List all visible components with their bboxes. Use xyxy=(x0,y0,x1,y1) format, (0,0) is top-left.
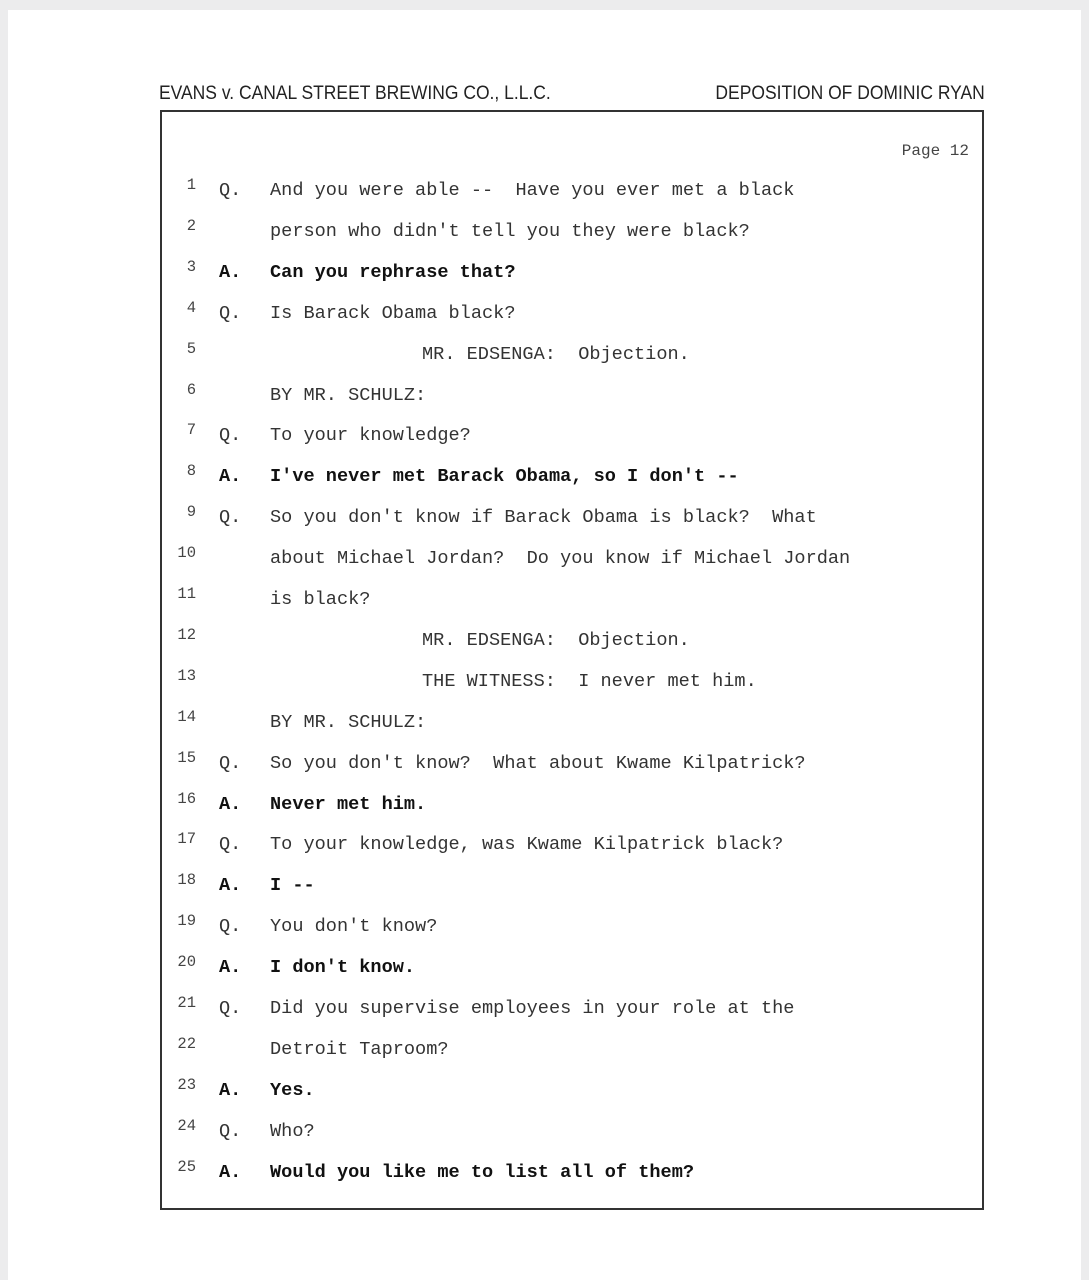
line-text: I -- xyxy=(270,875,315,897)
line-number: 6 xyxy=(186,380,196,399)
line-number: 13 xyxy=(177,666,196,685)
speaker-label: A. xyxy=(219,1161,242,1183)
speaker-label: Q. xyxy=(219,752,242,774)
line-number: 1 xyxy=(186,176,196,194)
line-text: I've never met Barack Obama, so I don't -- xyxy=(270,466,739,488)
line-number: 12 xyxy=(177,625,196,644)
transcript-line xyxy=(162,994,982,1041)
line-text: Who? xyxy=(270,1120,315,1142)
speaker-label: A. xyxy=(219,261,242,283)
deposition-title: DEPOSITION OF DOMINIC RYAN xyxy=(715,83,985,104)
line-text: MR. EDSENGA: Objection. xyxy=(422,343,690,365)
line-text: I don't know. xyxy=(270,957,416,979)
transcript-line xyxy=(162,462,982,509)
line-number: 15 xyxy=(177,748,196,767)
speaker-label: Q. xyxy=(219,1120,242,1142)
line-text: is black? xyxy=(270,589,371,610)
transcript-line xyxy=(162,421,982,468)
speaker-label: Q. xyxy=(219,180,242,201)
speaker-label: Q. xyxy=(219,302,242,324)
speaker-label: Q. xyxy=(219,916,242,938)
line-number: 8 xyxy=(186,462,196,481)
transcript-line xyxy=(162,912,982,959)
line-number: 14 xyxy=(177,707,196,726)
line-text: And you were able -- Have you ever met a black xyxy=(270,180,795,201)
line-text: To your knowledge, was Kwame Kilpatrick black? xyxy=(270,834,784,856)
transcript-line xyxy=(162,1034,982,1082)
line-text: Detroit Taproom? xyxy=(270,1038,449,1060)
line-text: person who didn't tell you they were black? xyxy=(270,220,750,242)
speaker-label: A. xyxy=(219,875,242,897)
speaker-label: A. xyxy=(219,957,242,979)
speaker-label: Q. xyxy=(219,998,242,1019)
transcript-line xyxy=(162,748,982,796)
document-page xyxy=(8,10,1081,1280)
line-text: Is Barack Obama black? xyxy=(270,302,516,324)
line-number: 17 xyxy=(177,830,196,849)
line-number: 10 xyxy=(177,544,196,563)
line-text: Never met him. xyxy=(270,793,427,815)
transcript-line xyxy=(162,216,982,264)
transcript-box xyxy=(160,110,984,1210)
line-number: 19 xyxy=(177,912,196,931)
speaker-label: Q. xyxy=(219,507,242,529)
speaker-label: A. xyxy=(219,1079,242,1101)
transcript-line xyxy=(162,830,982,877)
line-number: 4 xyxy=(186,298,196,317)
line-number: 9 xyxy=(186,503,196,522)
transcript-line xyxy=(162,707,982,755)
line-text: MR. EDSENGA: Objection. xyxy=(422,629,690,651)
transcript-line xyxy=(162,544,982,591)
transcript-line xyxy=(162,1075,982,1123)
transcript-line xyxy=(162,585,982,632)
line-text: Can you rephrase that? xyxy=(270,261,516,283)
page-number: Page 12 xyxy=(901,142,969,160)
case-title: EVANS v. CANAL STREET BREWING CO., L.L.C. xyxy=(159,83,551,104)
line-number: 24 xyxy=(177,1116,196,1135)
transcript-line xyxy=(162,339,982,387)
line-number: 16 xyxy=(177,789,196,808)
line-text: Did you supervise employees in your role at the xyxy=(270,998,795,1019)
speaker-label: A. xyxy=(219,793,242,815)
transcript-line xyxy=(162,380,982,428)
line-text: BY MR. SCHULZ: xyxy=(270,711,427,733)
line-number: 25 xyxy=(177,1157,196,1176)
transcript-line xyxy=(162,1157,982,1205)
line-number: 2 xyxy=(186,216,196,235)
transcript-line xyxy=(162,871,982,918)
line-number: 18 xyxy=(177,871,196,890)
line-text: BY MR. SCHULZ: xyxy=(270,384,427,406)
line-number: 20 xyxy=(177,953,196,972)
line-number: 7 xyxy=(186,421,196,440)
speaker-label: A. xyxy=(219,466,242,488)
transcript-line xyxy=(162,625,982,673)
transcript-line xyxy=(162,789,982,837)
line-number: 5 xyxy=(186,339,196,358)
transcript-line xyxy=(162,257,982,305)
speaker-label: Q. xyxy=(219,834,242,856)
line-text: So you don't know? What about Kwame Kilpatrick? xyxy=(270,752,806,774)
line-number: 22 xyxy=(177,1034,196,1053)
line-number: 23 xyxy=(177,1075,196,1094)
transcript-line xyxy=(162,298,982,346)
line-number: 3 xyxy=(186,257,196,276)
line-text: So you don't know if Barack Obama is black? What xyxy=(270,507,817,529)
line-text: You don't know? xyxy=(270,916,438,938)
transcript-line xyxy=(162,503,982,550)
line-text: Yes. xyxy=(270,1079,315,1101)
line-text: To your knowledge? xyxy=(270,425,471,447)
transcript-line xyxy=(162,953,982,1000)
transcript-line xyxy=(162,176,982,223)
line-number: 11 xyxy=(177,585,196,603)
transcript-line xyxy=(162,666,982,714)
line-text: THE WITNESS: I never met him. xyxy=(422,670,757,692)
transcript-line xyxy=(162,1116,982,1164)
line-text: Would you like me to list all of them? xyxy=(270,1161,695,1183)
line-number: 21 xyxy=(177,994,196,1012)
line-text: about Michael Jordan? Do you know if Michael Jordan xyxy=(270,548,851,570)
speaker-label: Q. xyxy=(219,425,242,447)
